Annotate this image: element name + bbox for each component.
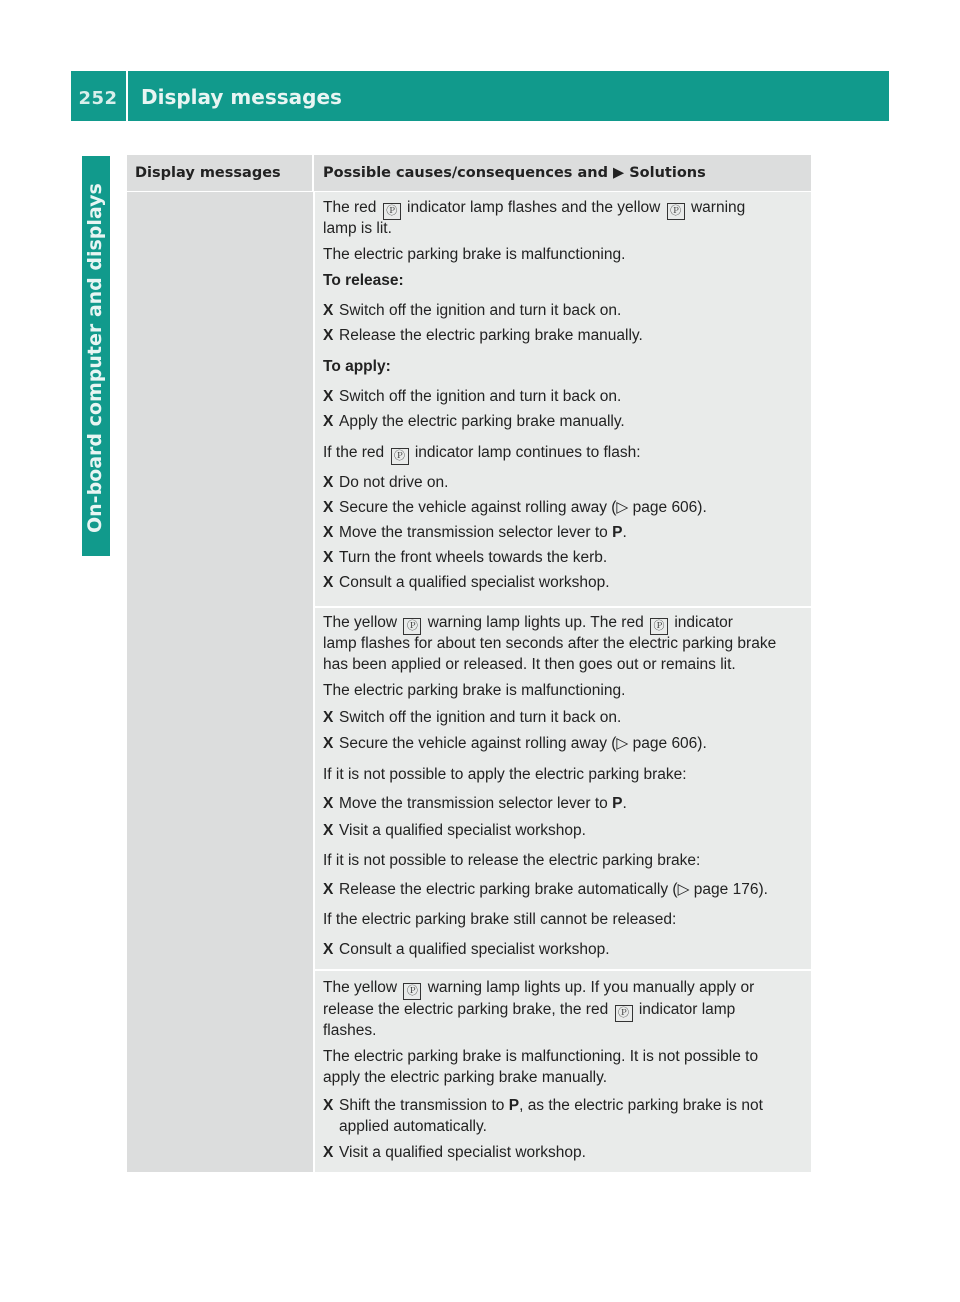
step-arrow-icon: X: [323, 735, 334, 752]
step-arrow-icon: X: [323, 822, 334, 839]
step-arrow-icon: X: [323, 302, 334, 319]
text-line: If the red Ⓟ indicator lamp continues to flash:: [323, 443, 641, 465]
column-header-solutions-text: Solutions: [629, 165, 706, 181]
step-arrow-icon: X: [323, 709, 334, 726]
text-line: If the electric parking brake still cannot be released:: [323, 911, 677, 928]
parking-brake-lamp-icon: Ⓟ: [403, 983, 421, 1000]
parking-brake-lamp-icon: Ⓟ: [391, 448, 409, 465]
step-arrow-icon: X: [323, 327, 334, 344]
instruction-item: X Switch off the ignition and turn it back on.: [323, 302, 622, 319]
step-arrow-icon: X: [323, 1144, 334, 1161]
page-header: [71, 71, 889, 121]
instruction-item: X Apply the electric parking brake manually.: [323, 413, 625, 430]
instruction-item: X Secure the vehicle against rolling away (▷ page 606).: [323, 735, 707, 752]
page-number: 252: [78, 87, 118, 109]
header-divider: [126, 71, 128, 121]
instruction-item: X Shift the transmission to P, as the electric parking brake is not: [323, 1097, 763, 1114]
instruction-item: X Visit a qualified specialist workshop.: [323, 1144, 586, 1161]
column-header-display-messages: Display messages: [135, 165, 281, 181]
text-line: The electric parking brake is malfunctioning.: [323, 246, 626, 263]
arrow-icon: ▶: [613, 165, 625, 181]
step-arrow-icon: X: [323, 474, 334, 491]
subheading: To apply:: [323, 358, 391, 375]
instruction-item: X Release the electric parking brake manually.: [323, 327, 643, 344]
step-arrow-icon: X: [323, 549, 334, 566]
instruction-item: X Do not drive on.: [323, 474, 449, 491]
text-line: The electric parking brake is malfunctioning.: [323, 682, 626, 699]
text-line: The yellow Ⓟ warning lamp lights up. If you manually apply or: [323, 978, 754, 1000]
display-message-cell: [127, 192, 313, 1172]
step-arrow-icon: X: [323, 413, 334, 430]
step-arrow-icon: X: [323, 499, 334, 516]
step-arrow-icon: X: [323, 524, 334, 541]
text-line: If it is not possible to apply the electric parking brake:: [323, 766, 687, 783]
parking-brake-lamp-icon: Ⓟ: [403, 618, 421, 635]
header-column-divider: [312, 155, 314, 191]
instruction-item: X Move the transmission selector lever to P.: [323, 524, 627, 541]
text-line: The electric parking brake is malfunctioning. It is not possible to: [323, 1048, 759, 1065]
instruction-item: X Move the transmission selector lever to P.: [323, 795, 627, 812]
text-line: flashes.: [323, 1022, 377, 1039]
text-line: lamp is lit.: [323, 220, 392, 237]
parking-brake-lamp-icon: Ⓟ: [667, 203, 685, 220]
side-chapter-title: On-board computer and displays: [84, 183, 106, 533]
parking-brake-lamp-icon: Ⓟ: [383, 203, 401, 220]
column-header-causes-text: Possible causes/consequences and: [323, 165, 608, 181]
subheading: To release:: [323, 272, 404, 289]
block-divider: [315, 606, 811, 608]
text-line: applied automatically.: [339, 1118, 487, 1135]
text-line: The yellow Ⓟ warning lamp lights up. The red Ⓟ indicator: [323, 613, 733, 635]
step-arrow-icon: X: [323, 881, 334, 898]
parking-brake-lamp-icon: Ⓟ: [650, 618, 668, 635]
text-line: apply the electric parking brake manually.: [323, 1069, 608, 1086]
instruction-item: X Consult a qualified specialist workshop.: [323, 574, 610, 591]
instruction-item: X Visit a qualified specialist workshop.: [323, 822, 586, 839]
block-divider: [315, 969, 811, 971]
instruction-item: X Switch off the ignition and turn it back on.: [323, 388, 622, 405]
page-title: Display messages: [141, 85, 342, 109]
text-line: release the electric parking brake, the red Ⓟ indicator lamp: [323, 1000, 735, 1022]
column-header-causes-solutions: [323, 155, 706, 191]
text-line: If it is not possible to release the electric parking brake:: [323, 852, 701, 869]
text-line: The red Ⓟ indicator lamp flashes and the yellow Ⓟ warning: [323, 198, 745, 220]
instruction-item: X Switch off the ignition and turn it back on.: [323, 709, 622, 726]
instruction-item: X Turn the front wheels towards the kerb.: [323, 549, 608, 566]
instruction-item: X Secure the vehicle against rolling away (▷ page 606).: [323, 499, 707, 516]
step-arrow-icon: X: [323, 941, 334, 958]
step-arrow-icon: X: [323, 574, 334, 591]
instruction-item: X Release the electric parking brake automatically (▷ page 176).: [323, 881, 768, 898]
parking-brake-lamp-icon: Ⓟ: [615, 1005, 633, 1022]
step-arrow-icon: X: [323, 1097, 334, 1114]
display-messages-table: [127, 155, 811, 1172]
step-arrow-icon: X: [323, 388, 334, 405]
instruction-item: X Consult a qualified specialist workshop.: [323, 941, 610, 958]
text-line: lamp flashes for about ten seconds after the electric parking brake: [323, 635, 777, 652]
step-arrow-icon: X: [323, 795, 334, 812]
text-line: has been applied or released. It then goes out or remains lit.: [323, 656, 736, 673]
